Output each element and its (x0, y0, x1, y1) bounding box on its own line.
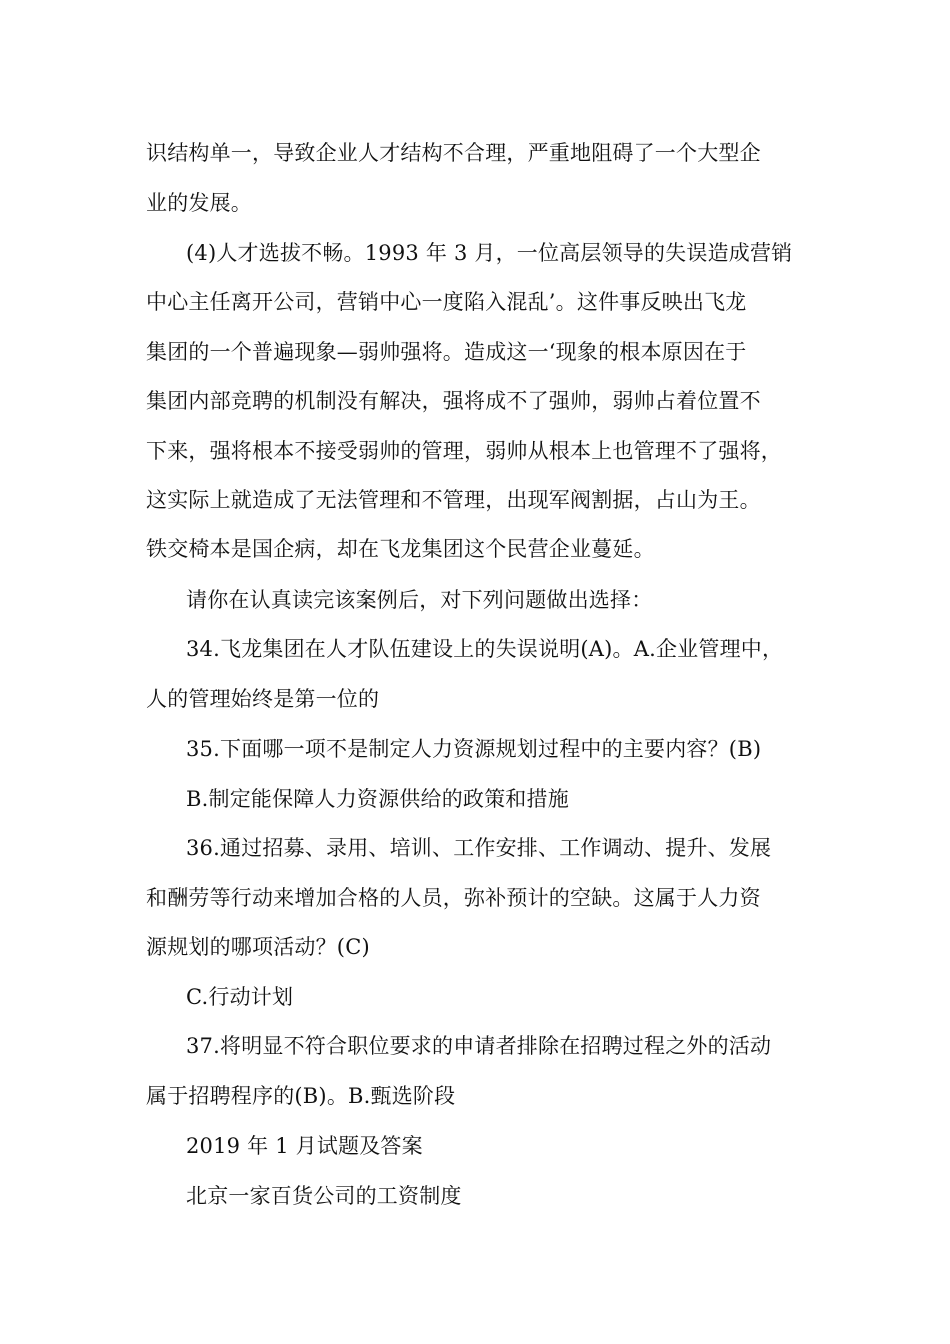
paragraph-line: 集团的一个普遍现象—弱帅强将。造成这一‘现象的根本原因在于 (146, 340, 747, 364)
paragraph-line: 下来，强将根本不接受弱帅的管理，弱帅从根本上也管理不了强将， (146, 439, 782, 463)
question-37-line: 37.将明显不符合职位要求的申请者排除在招聘过程之外的活动 (186, 1034, 772, 1058)
question-35-answer-line: B.制定能保障人力资源供给的政策和措施 (186, 787, 569, 811)
question-34-line: 34.飞龙集团在人才队伍建设上的失误说明(A)。A.企业管理中， (186, 637, 784, 661)
question-37-answer-line: 属于招聘程序的(B)。B.甄选阶段 (146, 1084, 456, 1108)
question-34-answer-line: 人的管理始终是第一位的 (146, 687, 380, 711)
question-36-line: 源规划的哪项活动？(C) (146, 935, 370, 959)
paragraph-line: 集团内部竞聘的机制没有解决，强将成不了强帅，弱帅占着位置不 (146, 389, 761, 413)
paragraph-line: 这实际上就造成了无法管理和不管理，出现军阀割据，占山为王。 (146, 488, 761, 512)
question-36-answer-line: C.行动计划 (186, 985, 294, 1009)
instruction-line: 请你在认真读完该案例后，对下列问题做出选择： (186, 588, 653, 612)
section-heading: 2019 年 1 月试题及答案 (186, 1134, 423, 1158)
paragraph-line: 中心主任离开公司，营销中心一度陷入混乱’。这件事反映出飞龙 (146, 290, 747, 314)
paragraph-line: 识结构单一，导致企业人才结构不合理，严重地阻碍了一个大型企 (146, 141, 761, 165)
case-title: 北京一家百货公司的工资制度 (186, 1184, 462, 1208)
question-35-line: 35.下面哪一项不是制定人力资源规划过程中的主要内容？(B) (186, 737, 762, 761)
question-36-line: 和酬劳等行动来增加合格的人员，弥补预计的空缺。这属于人力资 (146, 886, 761, 910)
question-36-line: 36.通过招募、录用、培训、工作安排、工作调动、提升、发展 (186, 836, 772, 860)
paragraph-line: 业的发展。 (146, 191, 252, 215)
paragraph-line: 铁交椅本是国企病，却在飞龙集团这个民营企业蔓延。 (146, 537, 655, 561)
paragraph-line: (4)人才选拔不畅。1993 年 3 月，一位高层领导的失误造成营销 (186, 241, 793, 265)
